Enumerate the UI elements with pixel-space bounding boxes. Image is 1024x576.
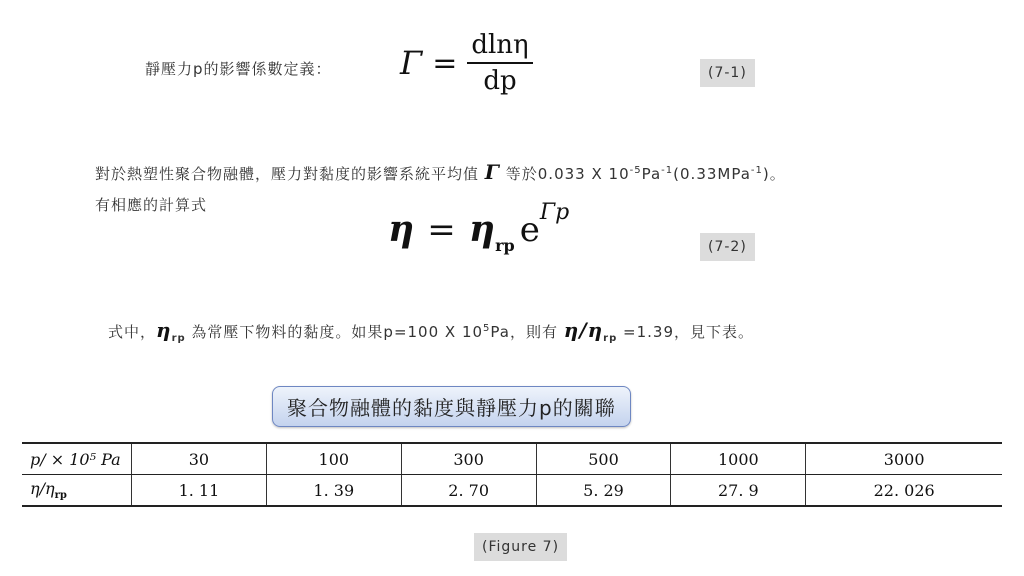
- table-row: [22, 475, 1002, 507]
- p1-text-e: )。: [762, 165, 786, 183]
- eq1-label: 靜壓力p的影響係數定義：: [145, 60, 332, 78]
- equals-sign: =: [432, 45, 458, 81]
- p1-text-c: Pa: [641, 165, 662, 183]
- equation-7-2: [388, 200, 570, 255]
- equation-7-1: [400, 30, 533, 96]
- p2-text-c: Pa，則有: [490, 323, 564, 341]
- eta-rp-sub: rp: [495, 236, 515, 255]
- exp-base: e: [519, 210, 540, 250]
- p2-text-a: 式中，: [108, 323, 157, 341]
- table-cell: 3000: [806, 443, 1002, 475]
- p2-text-b: 為常壓下物料的黏度。如果p=100 X 10: [185, 323, 484, 341]
- denominator: dp: [483, 66, 517, 96]
- table-cell: 100: [266, 443, 401, 475]
- paragraph-2: [108, 318, 754, 344]
- p1-exp1: -5: [629, 165, 642, 176]
- gamma-symbol: Γ: [400, 44, 423, 82]
- table-row-header: p/ × 10⁵ Pa: [22, 443, 132, 475]
- table-row-header-text: η/η: [30, 478, 55, 498]
- p1-text-d: (0.33MPa: [673, 165, 751, 183]
- p2-ratio-sub: rp: [603, 333, 618, 344]
- p1-exp3: -1: [750, 165, 763, 176]
- table-row: [22, 443, 1002, 475]
- table-cell: 27. 9: [671, 475, 806, 507]
- p2-ratio: η/η: [563, 318, 604, 342]
- table-cell: 300: [401, 443, 536, 475]
- paragraph-1: [95, 160, 786, 184]
- table-cell: 1000: [671, 443, 806, 475]
- table-cell: 500: [536, 443, 671, 475]
- table-cell: 1. 39: [266, 475, 401, 507]
- exp-power: Γp: [539, 200, 570, 225]
- table-row-header: [22, 475, 132, 507]
- eq-number-7-2: (7-2): [700, 233, 755, 261]
- p1-gamma: Γ: [484, 160, 500, 184]
- p2-exp: 5: [483, 323, 491, 334]
- p2-eta-sub: rp: [171, 333, 186, 344]
- table-cell: 5. 29: [536, 475, 671, 507]
- eta-symbol: η: [388, 208, 415, 250]
- numerator: dlnη: [467, 30, 532, 64]
- eq-number-7-1: (7-1): [700, 59, 755, 87]
- section-title: 聚合物融體的黏度與靜壓力p的關聯: [272, 386, 631, 427]
- figure-caption: (Figure 7): [474, 533, 567, 561]
- table-cell: 30: [132, 443, 267, 475]
- p2-eta: η: [156, 318, 172, 342]
- table-cell: 1. 11: [132, 475, 267, 507]
- table-row-header-sub: rp: [54, 490, 67, 502]
- p2-text-d: =1.39，見下表。: [617, 323, 754, 341]
- data-table: [22, 442, 1002, 507]
- p1-text-a: 對於熱塑性聚合物融體，壓力對黏度的影響系統平均值: [95, 165, 480, 183]
- p1-text-b: 等於0.033 X 10: [500, 165, 630, 183]
- p1-exp2: -1: [661, 165, 674, 176]
- eta-rp-symbol: η: [468, 208, 496, 250]
- equals-sign-2: =: [427, 210, 456, 250]
- table-cell: 2. 70: [401, 475, 536, 507]
- table-cell: 22. 026: [806, 475, 1002, 507]
- fraction: [467, 30, 532, 96]
- paragraph-1-line-2: 有相應的計算式: [95, 196, 208, 214]
